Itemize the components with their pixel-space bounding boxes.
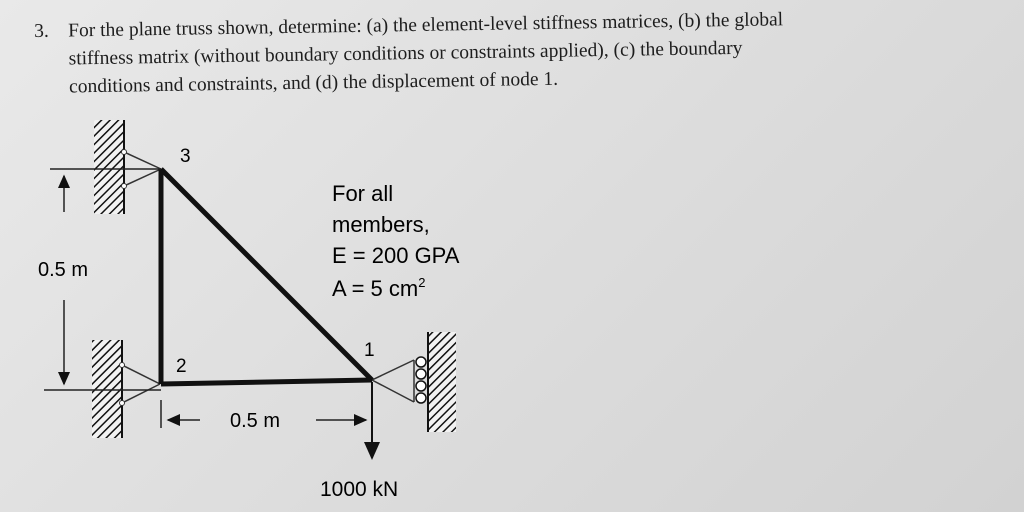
problem-number: 3.	[34, 20, 50, 42]
horizontal-dimension	[161, 385, 372, 432]
wall-support-node-3	[94, 120, 161, 214]
horizontal-dimension-label: 0.5 m	[230, 410, 281, 432]
problem-line-3: conditions and constraints, and (d) the displacement of node 1.	[68, 68, 559, 98]
material-properties	[332, 181, 460, 301]
wall-support-node-2	[92, 340, 160, 438]
load-label: 1000 kN	[320, 478, 399, 501]
problem-line-2: stiffness matrix (without boundary conditions or constraints applied), (c) the boundary	[68, 37, 743, 70]
vertical-dimension-label: 0.5 m	[38, 259, 89, 281]
member-2-1	[161, 380, 372, 384]
properties-line-1: For all	[332, 181, 394, 206]
properties-line-3: E = 200 GPA	[332, 243, 460, 268]
node-label-2: 2	[176, 356, 187, 377]
problem-line-1: For the plane truss shown, determine: (a) the element-level stiffness matrices, (b) the global	[68, 9, 784, 42]
properties-line-2: members,	[332, 212, 430, 237]
node-label-1: 1	[364, 340, 375, 361]
properties-line-4: A = 5 $cm^2$	[332, 275, 426, 301]
roller-support-node-1	[372, 332, 456, 432]
node-label-3: 3	[180, 146, 191, 167]
